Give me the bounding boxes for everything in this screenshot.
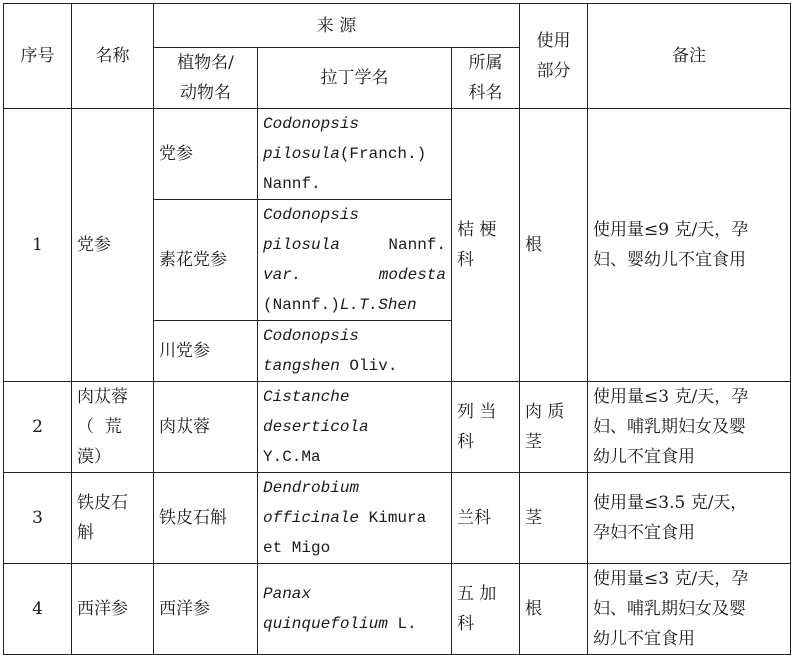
row-remark: 使用量≤3 克/天，孕 妇、哺乳期妇女及婴 幼儿不宜食用 [588, 564, 791, 655]
header-latin: 拉丁学名 [258, 48, 452, 109]
row-part: 肉 质 茎 [520, 382, 588, 473]
row-seq: 2 [4, 382, 72, 473]
row-family: 兰科 [452, 473, 520, 564]
row-latin: Cistanche deserticola Y.C.Ma [258, 382, 452, 473]
header-source: 来 源 [154, 4, 520, 48]
header-part: 使用 部分 [520, 4, 588, 109]
row-plant: 西洋参 [154, 564, 258, 655]
header-row-1 [4, 4, 791, 48]
row-part: 茎 [520, 473, 588, 564]
row-latin: Panax quinquefolium L. [258, 564, 452, 655]
row-remark: 使用量≤9 克/天，孕 妇、婴幼儿不宜食用 [588, 109, 791, 382]
header-seq: 序号 [4, 4, 72, 109]
table-row [4, 109, 791, 200]
row-plant: 党参 [154, 109, 258, 200]
header-plant-animal: 植物名/ 动物名 [154, 48, 258, 109]
table-row [4, 473, 791, 564]
header-remark: 备注 [588, 4, 791, 109]
row-family: 桔 梗 科 [452, 109, 520, 382]
row-plant: 素花党参 [154, 200, 258, 321]
row-name: 铁皮石 斛 [72, 473, 154, 564]
header-family: 所属 科名 [452, 48, 520, 109]
row-name: 西洋参 [72, 564, 154, 655]
row-plant: 肉苁蓉 [154, 382, 258, 473]
row-seq: 1 [4, 109, 72, 382]
row-name: 党参 [72, 109, 154, 382]
row-latin: Codonopsis pilosula Nannf. var. modesta (Nannf.)L.T.Shen [258, 200, 452, 321]
row-plant: 川党参 [154, 321, 258, 382]
row-plant: 铁皮石斛 [154, 473, 258, 564]
table-row [4, 382, 791, 473]
row-seq: 3 [4, 473, 72, 564]
row-family: 列 当 科 [452, 382, 520, 473]
row-name: 肉苁蓉 （ 荒 漠） [72, 382, 154, 473]
row-latin: Codonopsis tangshen Oliv. [258, 321, 452, 382]
herb-source-table [3, 3, 791, 655]
row-family: 五 加 科 [452, 564, 520, 655]
row-latin: Dendrobium officinale Kimura et Migo [258, 473, 452, 564]
row-part: 根 [520, 564, 588, 655]
header-name: 名称 [72, 4, 154, 109]
table-row [4, 564, 791, 655]
row-seq: 4 [4, 564, 72, 655]
row-remark: 使用量≤3 克/天，孕 妇、哺乳期妇女及婴 幼儿不宜食用 [588, 382, 791, 473]
row-latin: Codonopsis pilosula(Franch.) Nannf. [258, 109, 452, 200]
row-part: 根 [520, 109, 588, 382]
row-remark: 使用量≤3.5 克/天， 孕妇不宜食用 [588, 473, 791, 564]
